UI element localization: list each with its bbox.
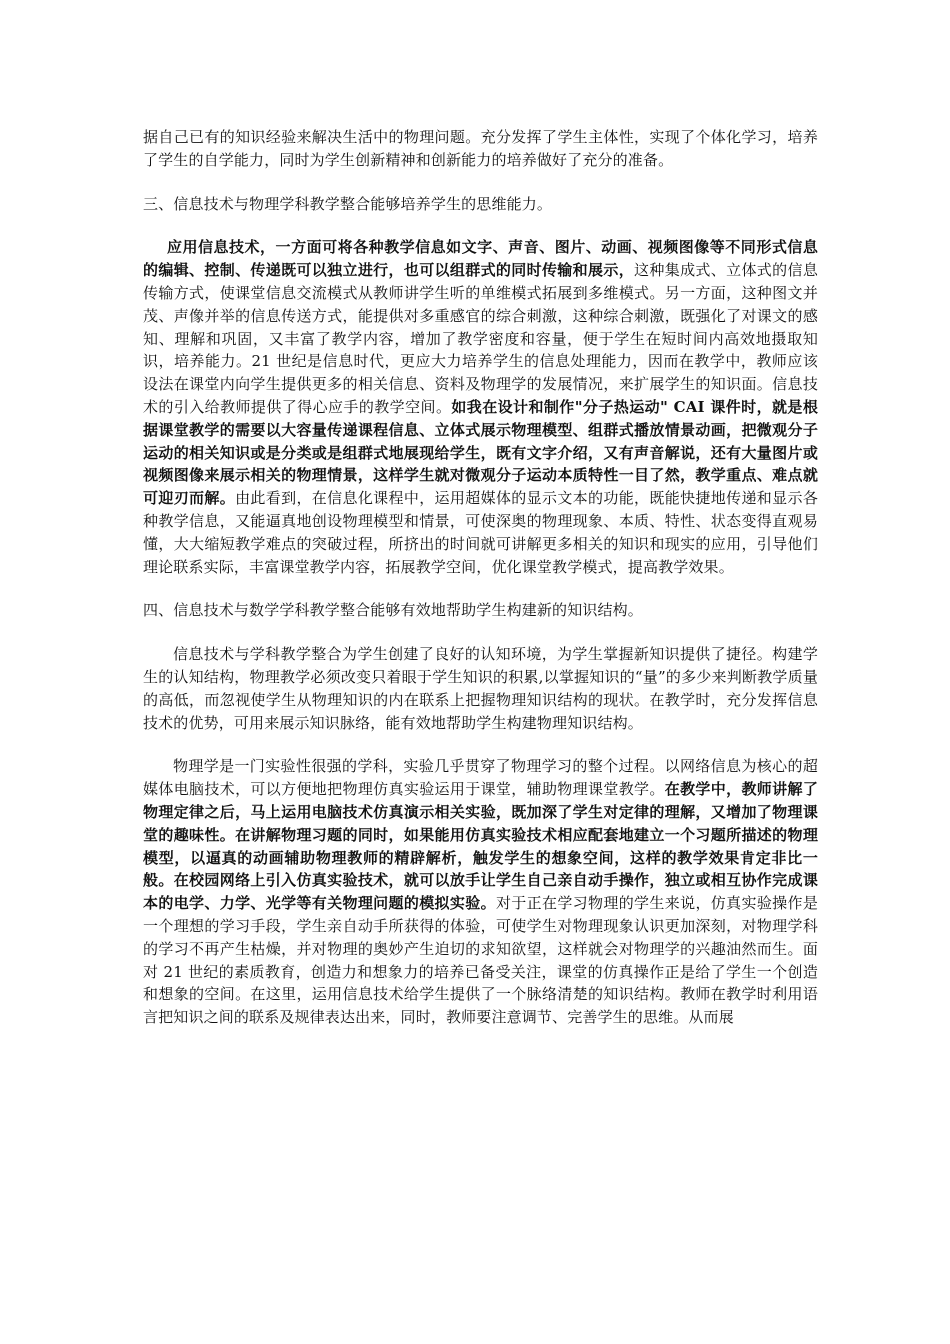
heading-text: 三、信息技术与物理学科教学整合能够培养学生的思维能力。 (143, 194, 553, 213)
paragraph-text: 由此看到，在信息化课程中，运用超媒体的显示文本的功能，既能快捷地传递和显示各种教学信息，又能逼真地创设物理模型和情景，可使深奥的物理现象、本质、特性、状态变得直观易懂，大大缩短教学难点的突破过程，所挤出的时间就可讲解更多相关的知识和现实的应用，引导他们理论联系实际，丰富课堂教学内容，拓展教学空间，优化课堂教学模式，提高教学效果。 (143, 489, 818, 576)
paragraph-text: 物理学是一门实验性很强的学科，实验几乎贯穿了物理学习的整个过程。以网络信息为核心的超媒体电脑技术，可以方便地把物理仿真实验运用于课堂，辅助物理课堂教学。 (143, 757, 818, 799)
section-heading-3 (143, 193, 818, 216)
paragraph-text: 这种集成式、立体式的信息传输方式，使课堂信息交流模式从教师讲学生听的单维模式拓展到多维模式。另一方面，这种图文并茂、声像并举的信息传送方式，能提供对多重感官的综合刺激，这种综合刺激，既强化了对课文的感知、理解和巩固，又丰富了教学内容，增加了教学密度和容量，便于学生在短时间内高效地摄取知识，培养能力。21 世纪是信息时代，更应大力培养学生的信息处理能力，因而在教学中，教师应该设法在课堂内向学生提供更多的相关信息、资料及物理学的发展情况，来扩展学生的知识面。信息技术的引入给教师提供了得心应手的教学空间。 (143, 261, 818, 416)
section-heading-4 (143, 599, 818, 622)
bold-text: 如我在设计和制作"分子热运动" CAI 课件时，就是根据课堂教学的需要以大容量传递课程信息、立体式展示物理模型、组群式播放情景动画，把微观分子运动的相关知识或是分类或是组群式地展现给学生，既有文字介绍，又有声音解说，还有大量图片或视频图像来展示相关的物理情景，这样学生就对微观分子运动本质特性一目了然，教学重点、难点就可迎刃而解。 (143, 397, 818, 508)
bold-text: 应用信息技术，一方面可将各种教学信息如文字、声音、图片、动画、视频图像等不同形式信息的编辑、控制、传递既可以独立进行，也可以组群式的同时传输和展示， (143, 238, 818, 280)
document-page (143, 126, 818, 1050)
paragraph-info-tech (143, 236, 818, 578)
heading-text: 四、信息技术与数学学科教学整合能够有效地帮助学生构建新的知识结构。 (143, 601, 643, 620)
bold-text: 在教学中，教师讲解了物理定律之后，马上运用电脑技术仿真演示相关实验，既加深了学生对定律的理解，又增加了物理课堂的趣味性。在讲解物理习题的同时，如果能用仿真实验技术相应配套地建立一个习题所描述的物理模型，以逼真的动画辅助物理教师的精辟解析，触发学生的想象空间，这样的教学效果肯定非比一般。在校园网络上引入仿真实验技术，就可以放手让学生自己亲自动手操作，独立或相互协作完成课本的电学、力学、光学等有关物理问题的模拟实验。 (143, 780, 818, 913)
paragraph-experiment (143, 755, 818, 1029)
paragraph-continuation (143, 126, 818, 172)
paragraph-cognitive (143, 643, 818, 734)
paragraph-text: 据自己已有的知识经验来解决生活中的物理问题。充分发挥了学生主体性，实现了个体化学习，培养了学生的自学能力，同时为学生创新精神和创新能力的培养做好了充分的准备。 (143, 128, 818, 169)
paragraph-text: 对于正在学习物理的学生来说，仿真实验操作是一个理想的学习手段，学生亲自动手所获得的体验，可使学生对物理现象认识更加深刻，对物理学科的学习不再产生枯燥，并对物理的奥妙产生迫切的求知欲望，这样就会对物理学的兴趣油然而生。面对 21 世纪的素质教育，创造力和想象力的培养已备受关注，课堂的仿真操作正是给了学生一个创造和想象的空间。在这里，运用信息技术给学生提供了一个脉络清楚的知识结构。教师在教学时利用语言把知识之间的联系及规律表达出来，同时，教师要注意调节、完善学生的思维。从而展 (143, 894, 819, 1027)
paragraph-text: 信息技术与学科教学整合为学生创建了良好的认知环境，为学生掌握新知识提供了捷径。构建学生的认知结构，物理教学必须改变只着眼于学生知识的积累,以掌握知识的“量”的多少来判断教学质量的高低，而忽视使学生从物理知识的内在联系上把握物理知识结构的现状。在教学时，充分发挥信息技术的优势，可用来展示知识脉络，能有效地帮助学生构建物理知识结构。 (143, 645, 818, 732)
